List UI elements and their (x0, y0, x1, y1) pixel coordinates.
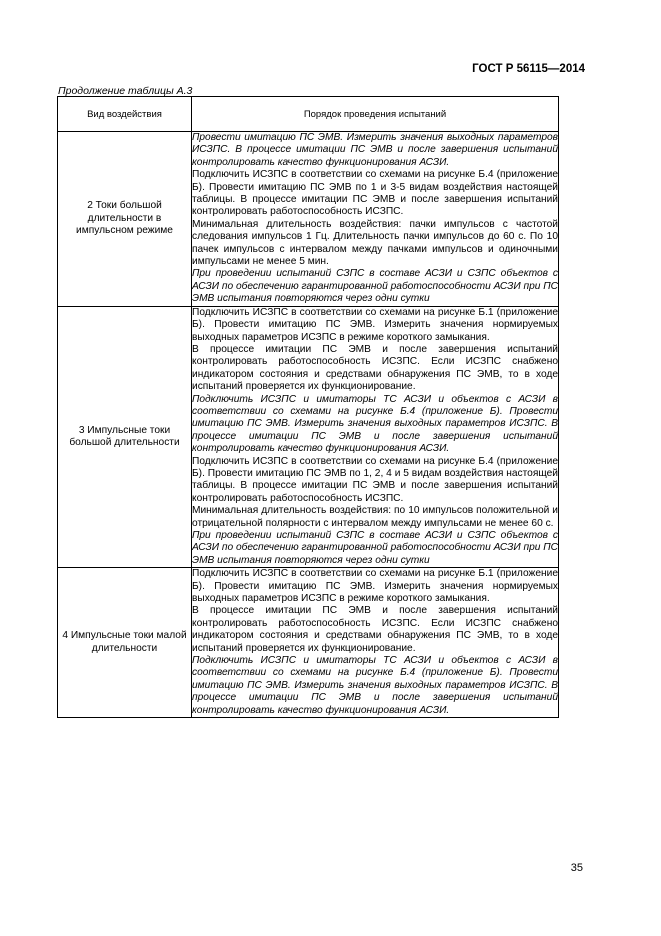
procedure-paragraph: В процессе имитации ПС ЭМВ и после завершения испытаний контролировать работоспособность ИСЗПС. Если ИСЗПС снабжено индикатором состояния и средствами обнаружения ПС ЭМВ, то в ходе испытаний проверяется их функционирование. (192, 343, 558, 393)
table-row (58, 132, 559, 307)
test-procedure-table (57, 96, 559, 718)
impact-type-cell: 4 Импульсные токи малой длительности (58, 568, 192, 718)
procedure-paragraph: Подключить ИСЗПС в соответствии со схемами на рисунке Б.4 (приложение Б). Провести имитацию ПС ЭМВ по 1 и 3-5 видам воздействия настоящей таблицы. В процессе имитации ПС ЭМВ и после завершения испытаний контролировать работоспособность ИСЗПС. (192, 169, 558, 218)
table-row (58, 306, 559, 568)
procedure-cell (192, 306, 559, 568)
procedure-paragraph: Провести имитацию ПС ЭМВ. Измерить значения выходных параметров ИСЗПС. В процессе имитации ПС ЭМВ и после завершения испытаний контролировать качество функционирования АСЗИ. (192, 132, 558, 168)
procedure-paragraph: Подключить ИСЗПС в соответствии со схемами на рисунке Б.4 (приложение Б). Провести имитацию ПС ЭМВ по 1, 2, 4 и 5 видам воздействия настоящей таблицы. В процессе имитации ПС ЭМВ и после завершения испытаний контролировать работоспособность ИСЗПС. (192, 455, 558, 504)
procedure-paragraph: В процессе имитации ПС ЭМВ и после завершения испытаний контролировать работоспособность ИСЗПС. Если ИСЗПС снабжено индикатором состояния и средствами обнаружения ПС ЭМВ, то в ходе испытаний проверяется их функционирование. (192, 605, 558, 654)
document-standard-number: ГОСТ Р 56115—2014 (472, 63, 585, 75)
procedure-cell (192, 568, 559, 718)
column-header-test-procedure: Порядок проведения испытаний (192, 97, 559, 132)
column-header-impact-type: Вид воздействия (58, 97, 192, 132)
table-continuation-caption: Продолжение таблицы А.3 (58, 85, 193, 97)
table-row (58, 568, 559, 718)
impact-type-cell: 3 Импульсные токи большой длительности (58, 306, 192, 568)
procedure-paragraph: Минимальная длительность воздействия: по 10 импульсов положительной и отрицательной полярности с интервалом между импульсами не менее 60 с. (192, 505, 558, 529)
impact-type-cell: 2 Токи большой длительности в импульсном режиме (58, 132, 192, 307)
procedure-paragraph: Подключить ИСЗПС и имитаторы ТС АСЗИ и объектов с АСЗИ в соответствии со схемами на рисунке Б.4 (приложение Б). Провести имитацию ПС ЭМВ. Измерить значения выходных параметров ИСЗПС. В процессе имитации ПС ЭМВ и после завершения испытаний контролировать качество функционирования АСЗИ. (192, 655, 558, 716)
table-header-row (58, 97, 559, 132)
procedure-paragraph: При проведении испытаний СЗПС в составе АСЗИ и СЗПС объектов с АСЗИ по обеспечению гарантированной работоспособности АСЗИ при ПС ЭМВ испытания повторяются через одни сутки (192, 268, 558, 305)
procedure-paragraph: Подключить ИСЗПС в соответствии со схемами на рисунке Б.1 (приложение Б). Провести имитацию ПС ЭМВ. Измерить значения нормируемых выходных параметров ИСЗПС в режиме короткого замыкания. (192, 568, 558, 605)
page-number: 35 (570, 862, 583, 874)
procedure-paragraph: Подключить ИСЗПС в соответствии со схемами на рисунке Б.1 (приложение Б). Провести имитацию ПС ЭМВ. Измерить значения нормируемых выходных параметров ИСЗПС в режиме короткого замыкания. (192, 306, 558, 343)
procedure-cell (192, 132, 559, 307)
procedure-paragraph: Минимальная длительность воздействия: пачки импульсов с частотой следования импульсов 1 Гц. Длительность пачки импульсов до 60 с. По 10 пачек импульсов с интервалом между пачками импульсов и одиночными импульсами не менее 5 мин. (192, 218, 558, 268)
procedure-paragraph: Подключить ИСЗПС и имитаторы ТС АСЗИ и объектов с АСЗИ в соответствии со схемами на рисунке Б.4 (приложение Б). Провести имитацию ПС ЭМВ. Измерить значения выходных параметров ИСЗПС. В процессе имитации ПС ЭМВ и после завершения испытаний контролировать качество функционирования АСЗИ. (192, 393, 558, 455)
procedure-paragraph: При проведении испытаний СЗПС в составе АСЗИ и СЗПС объектов с АСЗИ по обеспечению гарантированной работоспособности АСЗИ при ПС ЭМВ испытания повторяются через одни сутки (192, 530, 558, 566)
